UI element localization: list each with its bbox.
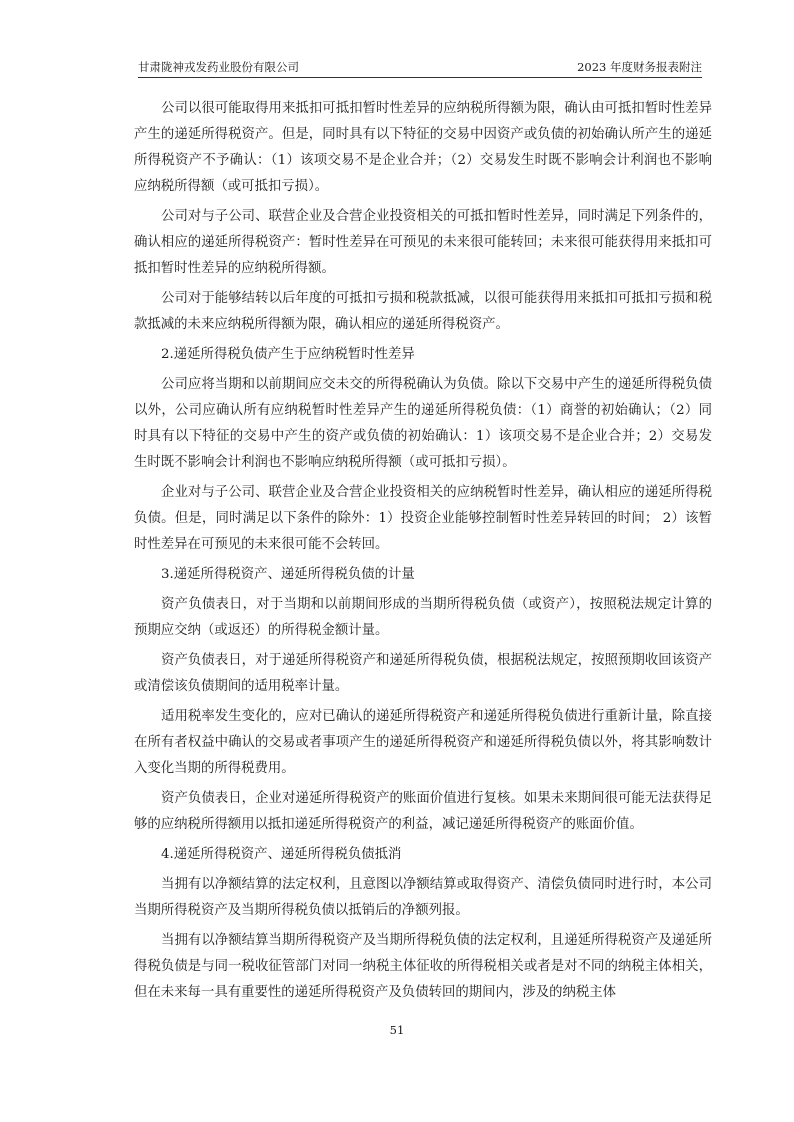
- paragraph: 企业对与子公司、联营企业及合营企业投资相关的应纳税暂时性差异，确认相应的递延所得税负债。但是，同时满足以下条件的除外：1）投资企业能够控制暂时性差异转回的时间； 2）该暂时性差异在可预见的未来很可能不会转回。: [134, 485, 712, 552]
- paragraph: 公司对与子公司、联营企业及合营企业投资相关的可抵扣暂时性差异，同时满足下列条件的，确认相应的递延所得税资产：暂时性差异在可预见的未来很可能转回；未来很可能获得用来抵扣可抵扣暂时性差异的应纳税所得额。: [134, 209, 712, 276]
- header-company-name: 甘肃陇神戎发药业股份有限公司: [138, 60, 299, 74]
- paragraph: 当拥有以净额结算当期所得税资产及当期所得税负债的法定权利，且递延所得税资产及递延所得税负债是与同一税收征管部门对同一纳税主体征收的所得税相关或者是对不同的纳税主体相关，但在未来每一具有重要性的递延所得税资产及负债转回的期间内，涉及的纳税主体: [134, 933, 712, 1000]
- document-body: [134, 96, 712, 1010]
- paragraph: 资产负债表日，对于当期和以前期间形成的当期所得税负债（或资产），按照税法规定计算的预期应交纳（或返还）的所得税金额计量。: [134, 597, 712, 638]
- paragraph: 适用税率发生变化的，应对已确认的递延所得税资产和递延所得税负债进行重新计量，除直接在所有者权益中确认的交易或者事项产生的递延所得税资产和递延所得税负债以外，将其影响数计入变化当期的所得税费用。: [134, 709, 712, 776]
- paragraph: 公司以很可能取得用来抵扣可抵扣暂时性差异的应纳税所得额为限，确认由可抵扣暂时性差异产生的递延所得税资产。但是，同时具有以下特征的交易中因资产或负债的初始确认所产生的递延所得税资产不予确认：（1）该项交易不是企业合并；（2）交易发生时既不影响会计利润也不影响应纳税所得额（或可抵扣亏损）。: [134, 101, 712, 194]
- paragraph: 当拥有以净额结算的法定权利，且意图以净额结算或取得资产、清偿负债同时进行时，本公司当期所得税资产及当期所得税负债以抵销后的净额列报。: [134, 877, 712, 918]
- page-header: [138, 57, 702, 78]
- paragraph: 公司应将当期和以前期间应交未交的所得税确认为负债。除以下交易中产生的递延所得税负债以外，公司应确认所有应纳税暂时性差异产生的递延所得税负债：（1）商誉的初始确认；（2）同时具有以下特征的交易中产生的资产或负债的初始确认：1）该项交易不是企业合并；2）交易发生时既不影响会计利润也不影响应纳税所得额（或可抵扣亏损）。: [134, 377, 712, 470]
- page-number: 51: [389, 1023, 405, 1037]
- paragraph: 资产负债表日，对于递延所得税资产和递延所得税负债，根据税法规定，按照预期收回该资产或清偿该负债期间的适用税率计量。: [134, 653, 712, 694]
- section-heading: 4.递延所得税资产、递延所得税负债抵消: [161, 847, 402, 862]
- paragraph: 资产负债表日，企业对递延所得税资产的账面价值进行复核。如果未来期间很可能无法获得足够的应纳税所得额用以抵扣递延所得税资产的利益，减记递延所得税资产的账面价值。: [134, 791, 712, 832]
- section-heading: 2.递延所得税负债产生于应纳税暂时性差异: [161, 347, 415, 362]
- paragraph: 公司对于能够结转以后年度的可抵扣亏损和税款抵减，以很可能获得用来抵扣可抵扣亏损和税款抵减的未来应纳税所得额为限，确认相应的递延所得税资产。: [134, 291, 712, 332]
- header-report-title: 2023 年度财务报表附注: [577, 60, 702, 74]
- section-heading: 3.递延所得税资产、递延所得税负债的计量: [161, 567, 415, 582]
